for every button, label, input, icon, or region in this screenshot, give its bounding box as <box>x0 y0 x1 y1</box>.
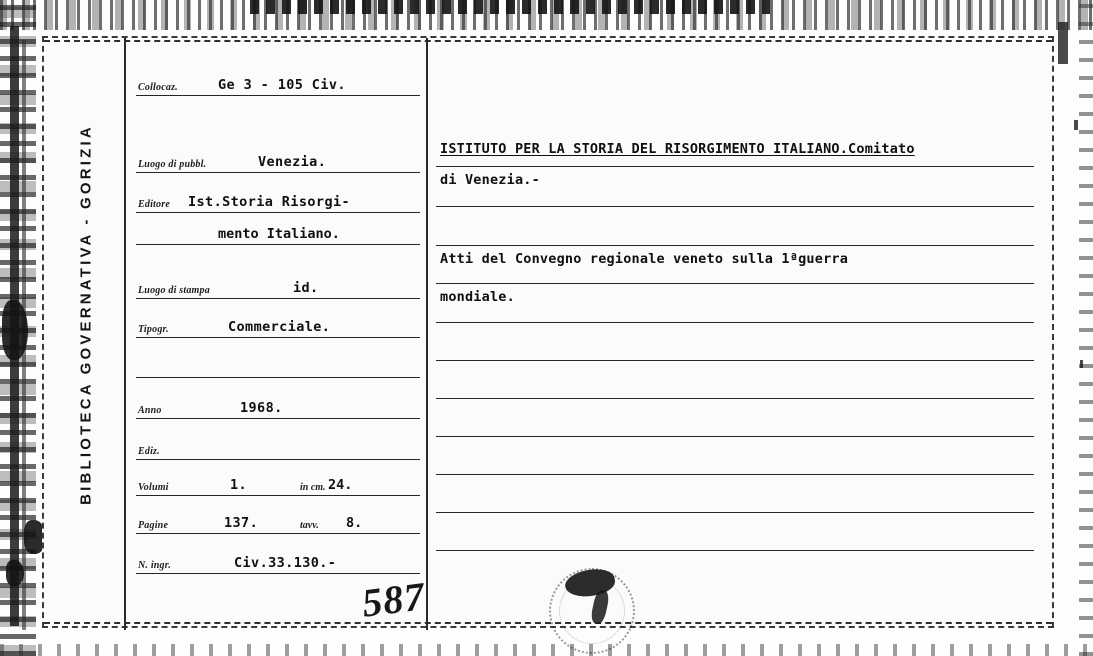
description-rule-3 <box>436 245 1034 246</box>
field-rule <box>136 95 420 96</box>
description-rule-4 <box>436 283 1034 284</box>
field-rule <box>136 495 420 496</box>
field-rule <box>136 459 420 460</box>
description-rule-9 <box>436 474 1034 475</box>
blank-rule-1 <box>128 356 426 378</box>
scan-speck-1 <box>1058 22 1068 64</box>
scan-noise-top-band <box>250 0 770 14</box>
scan-speck-2 <box>1074 120 1078 130</box>
field-luogo-pubblicazione <box>128 151 426 173</box>
field-label: Collocaz. <box>138 82 178 93</box>
field-value: Ge 3 - 105 Civ. <box>218 77 346 93</box>
field-pagine <box>128 512 426 534</box>
field-value: 1. <box>230 477 248 493</box>
card-left-column <box>128 38 428 630</box>
field-rule <box>136 337 420 338</box>
field-value: Commerciale. <box>228 319 331 335</box>
field-label: Luogo di stampa <box>138 285 210 296</box>
field-label: N. ingr. <box>138 560 172 571</box>
field-value: Venezia. <box>258 154 327 170</box>
field-label: Luogo di pubbl. <box>138 159 207 170</box>
field-editore <box>128 191 426 213</box>
field-label: Tipogr. <box>138 324 169 335</box>
field-rule <box>136 298 420 299</box>
scan-noise-bottom <box>0 644 1093 656</box>
field-label-secondary: tavv. <box>300 520 319 531</box>
library-name-text: BIBLIOTECA GOVERNATIVA - GORIZIA <box>77 124 95 505</box>
field-label: Pagine <box>138 520 169 531</box>
description-rule-2 <box>436 206 1034 207</box>
scan-blob-1 <box>2 300 28 360</box>
field-numero-ingresso <box>128 552 426 574</box>
description-line-1: ISTITUTO PER LA STORIA DEL RISORGIMENTO ITALIANO.Comitato <box>440 141 915 157</box>
field-label: Anno <box>138 405 162 416</box>
description-line-3: Atti del Convegno regionale veneto sulla 1ªguerra <box>440 251 849 267</box>
card-right-column <box>430 38 1056 630</box>
scan-noise-right <box>1079 0 1093 656</box>
field-value: Civ.33.130.- <box>234 555 337 571</box>
field-collocazione <box>128 74 426 96</box>
field-value-secondary: 8. <box>346 515 363 531</box>
field-volumi <box>128 474 426 496</box>
field-tipografia <box>128 316 426 338</box>
catalog-card <box>42 36 1054 628</box>
field-rule <box>136 533 420 534</box>
handwritten-number: 587 <box>359 573 428 626</box>
field-value: 1968. <box>240 400 283 416</box>
field-value: id. <box>293 280 319 296</box>
description-line-4: mondiale. <box>440 289 515 305</box>
field-value: 137. <box>224 515 259 531</box>
description-line-2: di Venezia.- <box>440 172 540 188</box>
field-rule <box>136 573 420 574</box>
field-rule <box>136 244 420 245</box>
scan-blob-3 <box>6 560 24 586</box>
field-rule <box>136 172 420 173</box>
field-anno <box>128 397 426 419</box>
description-rule-5 <box>436 322 1034 323</box>
description-rule-7 <box>436 398 1034 399</box>
description-rule-11 <box>436 550 1034 551</box>
description-rule-8 <box>436 436 1034 437</box>
field-value: mento Italiano. <box>218 226 340 242</box>
field-luogo-stampa <box>128 277 426 299</box>
library-ink-stamp <box>549 568 635 654</box>
description-rule-1 <box>436 166 1034 167</box>
field-edizione <box>128 438 426 460</box>
scan-speck-3 <box>1080 360 1083 368</box>
field-label: Editore <box>138 199 170 210</box>
field-rule <box>136 212 420 213</box>
description-rule-6 <box>436 360 1034 361</box>
library-name-band <box>44 38 126 630</box>
field-label: Ediz. <box>138 446 160 457</box>
field-rule <box>136 377 420 378</box>
field-rule <box>136 418 420 419</box>
field-value-secondary: 24. <box>328 477 353 493</box>
description-rule-10 <box>436 512 1034 513</box>
field-editore-continuation <box>128 223 426 245</box>
field-label: Volumi <box>138 482 169 493</box>
field-label-secondary: in cm. <box>300 482 326 493</box>
field-value: Ist.Storia Risorgi- <box>188 194 351 210</box>
